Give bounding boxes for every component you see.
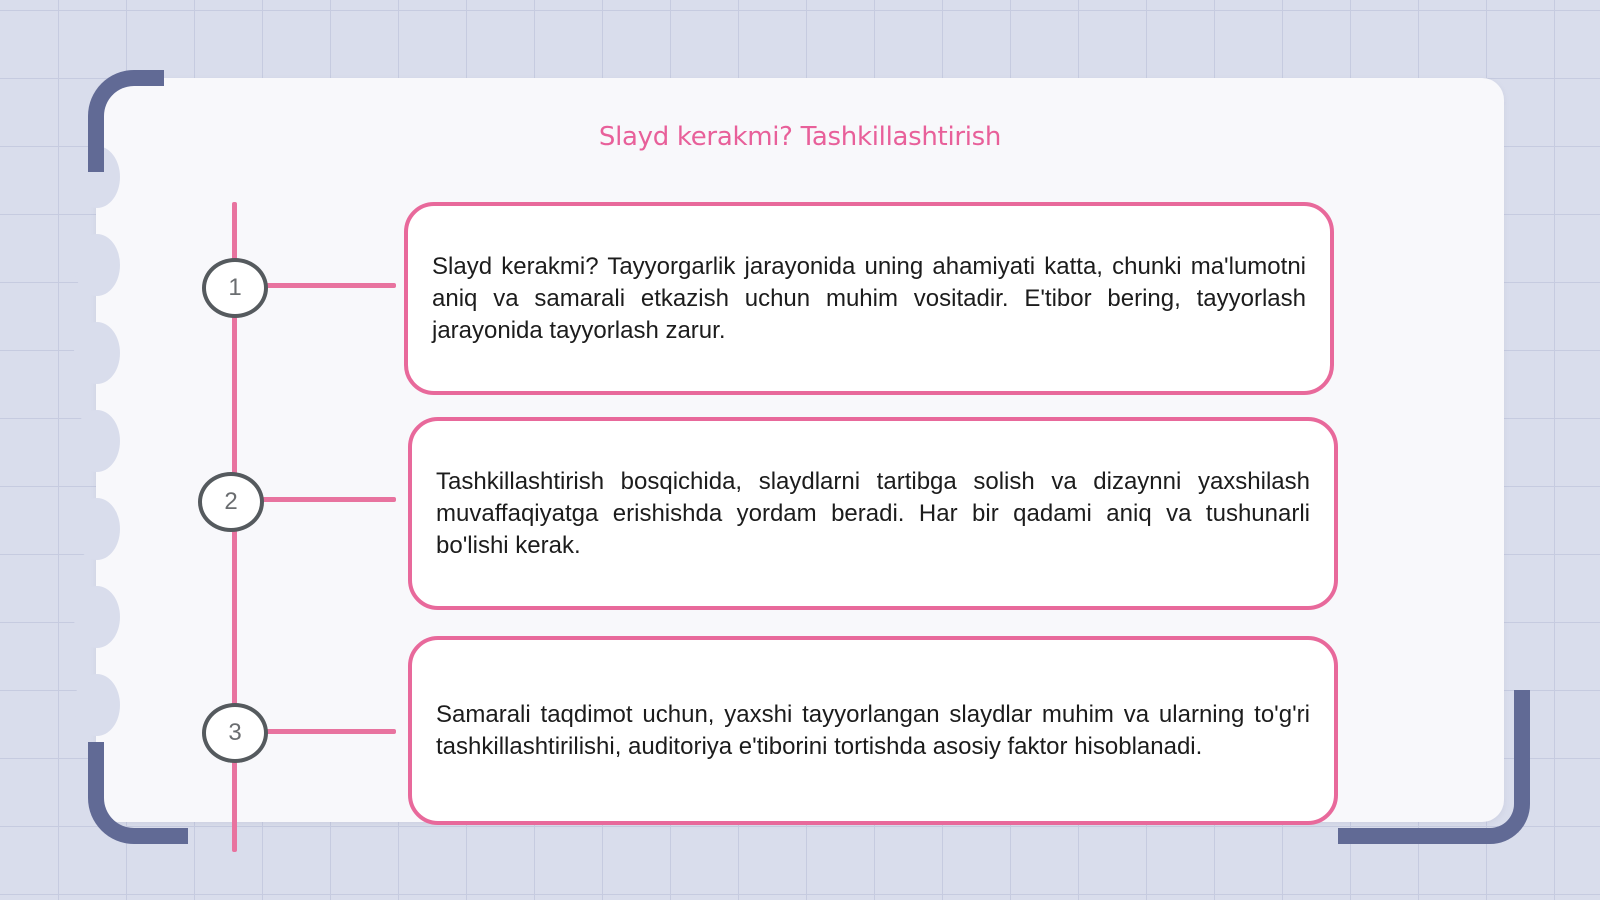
paper-scallop xyxy=(74,234,120,296)
card-text-3: Samarali taqdimot uchun, yaxshi tayyorlangan slaydlar muhim va ularning to'g'ri tashkillashtirilishi, auditoriya e'tiborini tortishda asosiy faktor hisoblanadi. xyxy=(436,700,1310,760)
timeline-connector-2 xyxy=(262,497,396,502)
timeline-card-2 xyxy=(408,417,1338,610)
step-marker-2: 2 xyxy=(198,472,264,532)
corner-bracket-bottom-left xyxy=(88,742,188,844)
paper-scallop xyxy=(74,498,120,560)
timeline-card-3 xyxy=(408,636,1338,825)
slide-title: Slayd kerakmi? Tashkillashtirish xyxy=(598,122,1002,152)
corner-bracket-top-left xyxy=(88,70,164,172)
step-marker-3: 3 xyxy=(202,703,268,763)
corner-bracket-bottom-right xyxy=(1338,690,1530,844)
card-text-1: Slayd kerakmi? Tayyorgarlik jarayonida uning ahamiyati katta, chunki ma'lumotni aniq va samarali etkazish uchun muhim vositadir. E'tibor bering, tayyorlash jarayonida tayyorlash zarur. xyxy=(432,252,1306,344)
card-text-2: Tashkillashtirish bosqichida, slaydlarni tartibga solish va dizaynni yaxshilash muvaffaqiyatga erishishda yordam beradi. Har bir qadami aniq va tushunarli bo'lishi kerak. xyxy=(436,467,1310,559)
timeline-connector-1 xyxy=(262,283,396,288)
timeline-connector-3 xyxy=(262,729,396,734)
step-marker-1: 1 xyxy=(202,258,268,318)
paper-scallop xyxy=(74,674,120,736)
paper-scallop xyxy=(74,586,120,648)
paper-scallop xyxy=(74,410,120,472)
paper-scallop xyxy=(74,322,120,384)
timeline-card-1 xyxy=(404,202,1334,395)
